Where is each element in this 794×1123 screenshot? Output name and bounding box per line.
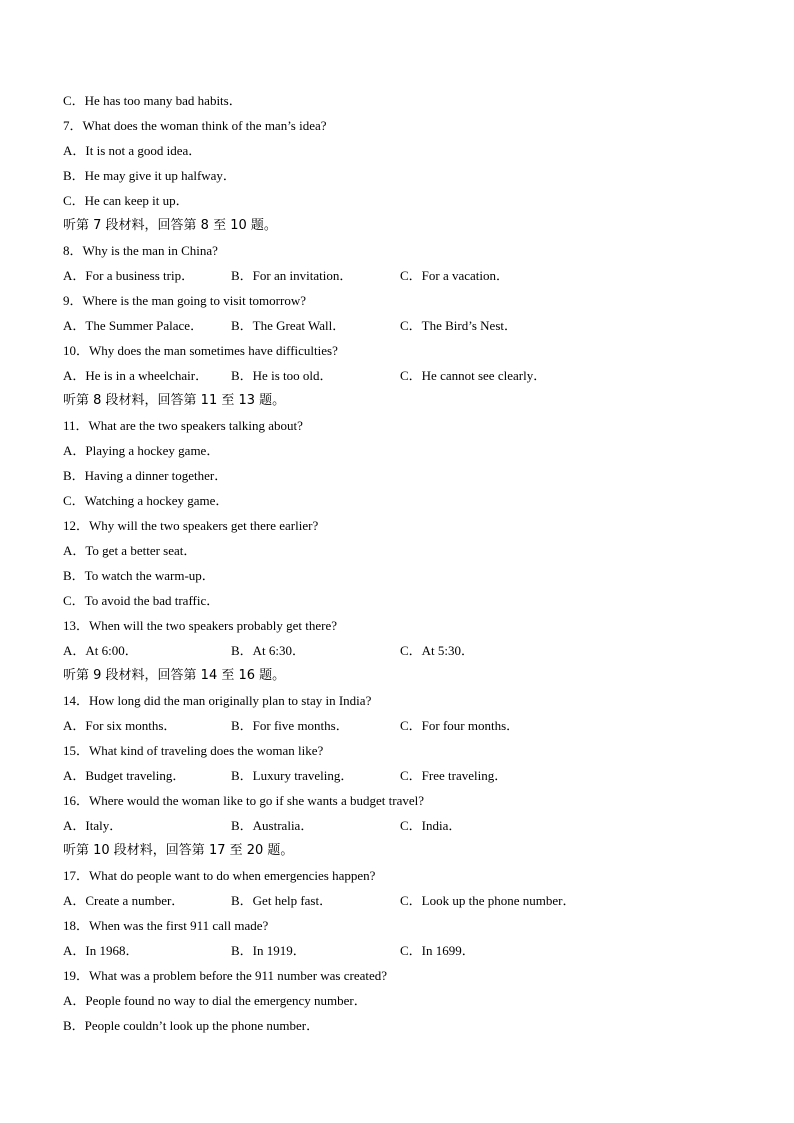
option-c: C．He has too many bad habits． [63,93,242,108]
option-line [63,438,743,463]
question-12 [63,513,743,538]
option-c: C．The Bird’s Nest． [400,318,517,333]
question-18 [63,913,743,938]
option-c: C．He cannot see clearly． [400,368,547,383]
section-heading [63,213,743,238]
question-10 [63,338,743,363]
document-page [63,88,743,1038]
option-c: C．Watching a hockey game． [63,493,229,508]
option-line [63,1013,743,1038]
option-a: A．To get a better seat． [63,543,197,558]
options-row [63,888,743,913]
option-b: B．To watch the warm-up． [63,568,215,583]
question-text: 16．Where would the woman like to go if she wants a budget travel? [63,793,425,808]
question-text: 17．What do people want to do when emergencies happen? [63,868,376,883]
question-text: 18．When was the first 911 call made? [63,918,269,933]
option-line [63,488,743,513]
question-9 [63,288,743,313]
section-heading [63,663,743,688]
option-line [63,538,743,563]
section-heading-text: 听第 8 段材料，回答第 11 至 13 题。 [63,393,286,408]
option-c: C．Free traveling． [400,768,508,783]
options-row [63,313,743,338]
option-a: A．For a business trip． [63,268,195,283]
section-heading [63,838,743,863]
option-b: B．He is too old． [231,368,333,383]
option-a: A．For six months． [63,718,177,733]
option-a: A．The Summer Palace． [63,318,204,333]
question-14 [63,688,743,713]
options-row [63,813,743,838]
options-row [63,763,743,788]
question-17 [63,863,743,888]
option-c: C．For a vacation． [400,268,510,283]
question-text: 14．How long did the man originally plan to stay in India? [63,693,372,708]
option-line [63,563,743,588]
question-text: 13．When will the two speakers probably get there? [63,618,337,633]
option-b: B．For five months． [231,718,349,733]
option-b: B．Having a dinner together． [63,468,228,483]
section-heading [63,388,743,413]
option-b: B．At 6:30． [231,643,306,658]
option-a: A．He is in a wheelchair． [63,368,209,383]
options-row [63,363,743,388]
option-a: A．It is not a good idea． [63,143,202,158]
question-15 [63,738,743,763]
question-7 [63,113,743,138]
question-11 [63,413,743,438]
option-c: C．For four months． [400,718,520,733]
option-b: B．For an invitation． [231,268,353,283]
option-a: A．Budget traveling． [63,768,186,783]
option-b: B．Australia． [231,818,314,833]
question-8 [63,238,743,263]
question-text: 19．What was a problem before the 911 number was created? [63,968,388,983]
option-line [63,588,743,613]
section-heading-text: 听第 10 段材料，回答第 17 至 20 题。 [63,843,294,858]
option-c: C．To avoid the bad traffic． [63,593,220,608]
question-text: 7．What does the woman think of the man’s idea? [63,118,327,133]
section-heading-text: 听第 9 段材料，回答第 14 至 16 题。 [63,668,286,683]
option-line [63,988,743,1013]
option-a: A．People found no way to dial the emergency number． [63,993,367,1008]
question-13 [63,613,743,638]
option-a: A．Playing a hockey game． [63,443,220,458]
options-row [63,263,743,288]
option-a: A．Italy． [63,818,123,833]
question-16 [63,788,743,813]
option-a: A．In 1968． [63,943,139,958]
question-text: 12．Why will the two speakers get there earlier? [63,518,319,533]
option-b: B．Get help fast． [231,893,333,908]
option-line [63,188,743,213]
option-c: C．In 1699． [400,943,475,958]
option-c: C．India． [400,818,462,833]
option-line [63,163,743,188]
option-line [63,138,743,163]
option-b: B．In 1919． [231,943,306,958]
option-c: C．He can keep it up． [63,193,189,208]
question-text: 15．What kind of traveling does the woman like? [63,743,324,758]
question-19 [63,963,743,988]
option-c: C．Look up the phone number． [400,893,576,908]
options-row [63,713,743,738]
question-text: 11．What are the two speakers talking about? [63,418,303,433]
option-line [63,463,743,488]
option-c: C．At 5:30． [400,643,475,658]
section-heading-text: 听第 7 段材料，回答第 8 至 10 题。 [63,218,277,233]
option-b: B．The Great Wall． [231,318,346,333]
option-line [63,88,743,113]
question-text: 10．Why does the man sometimes have difficulties? [63,343,338,358]
option-b: B．Luxury traveling． [231,768,354,783]
options-row [63,938,743,963]
question-text: 8．Why is the man in China? [63,243,218,258]
option-a: A．At 6:00． [63,643,138,658]
option-a: A．Create a number． [63,893,185,908]
question-text: 9．Where is the man going to visit tomorrow? [63,293,306,308]
option-b: B．People couldn’t look up the phone number． [63,1018,320,1033]
option-b: B．He may give it up halfway． [63,168,236,183]
options-row [63,638,743,663]
